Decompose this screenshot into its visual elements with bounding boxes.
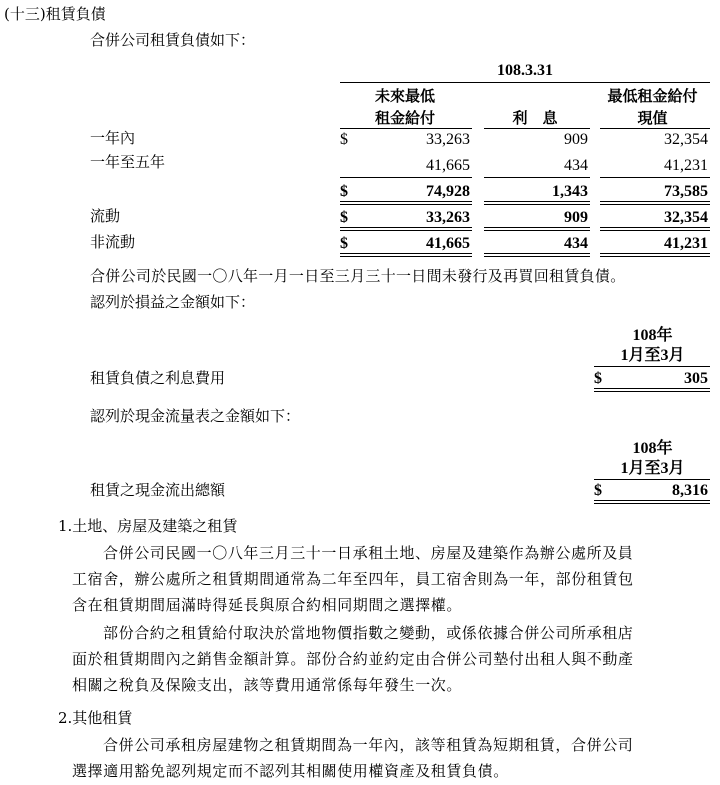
col3-header-line1: 最低租金給付 (607, 87, 698, 105)
cell-value: 73,585 (664, 183, 708, 200)
total-double-rule (600, 201, 710, 205)
cf-intro: 認列於現金流量表之金額如下： (90, 407, 301, 425)
row-label: 一年至五年 (90, 153, 166, 171)
pl-period-header: 1月至3月 (620, 347, 685, 364)
dollar-sign: $ (594, 370, 602, 387)
pl-header-rule (594, 366, 710, 367)
col3-header-rule (600, 128, 710, 129)
cf-double-rule (594, 500, 710, 504)
pl-year-header: 108年 (632, 327, 673, 344)
paragraph-line: 工宿舍，辦公處所之租賃期間通常為二年至四年，員工宿舍則為一年，部份租賃包 (72, 570, 634, 588)
cf-label: 租賃之現金流出總額 (90, 481, 226, 499)
noncurrent-double-rule (340, 253, 472, 257)
paragraph-line: 合併公司承租房屋建物之租賃期間為一年內，該等租賃為短期租賃，合併公司 (103, 736, 634, 754)
subsection-title: 2.其他租賃 (58, 709, 133, 727)
row-label: 非流動 (90, 233, 136, 251)
cf-value: 8,316 (672, 482, 708, 499)
cell-value: 32,354 (664, 131, 708, 148)
current-double-rule (600, 227, 710, 231)
pl-label: 租賃負債之利息費用 (90, 369, 226, 387)
note-no-issuance: 合併公司於民國一〇八年一月一日至三月三十一日間未發行及再買回租賃負債。 (90, 267, 626, 285)
cell-value: 41,231 (664, 235, 708, 252)
date-header: 108.3.31 (497, 62, 553, 79)
total-double-rule (484, 201, 590, 205)
cf-year-header: 108年 (632, 440, 673, 457)
section-title: (十三)租賃負債 (4, 5, 106, 23)
cell-value: 434 (564, 235, 588, 252)
total-double-rule (340, 201, 472, 205)
paragraph-line: 相關之稅負及保險支出，該等費用通常係每年發生一次。 (72, 676, 463, 694)
cell-value: 41,665 (426, 235, 470, 252)
row-label: 一年內 (90, 129, 136, 147)
col1-header-rule (340, 128, 472, 129)
paragraph-line: 選擇適用豁免認列規定而不認列其相關使用權資產及租賃負債。 (72, 762, 509, 780)
paragraph-line: 部份合約之租賃給付取決於當地物價指數之變動，或係依據合併公司所承租店 (103, 624, 634, 642)
col2-header-rule (484, 128, 590, 129)
subtotal-rule (340, 177, 472, 178)
col2-header: 利 息 (512, 109, 558, 127)
cell-value: 33,263 (426, 131, 470, 148)
cell-value: 1,343 (552, 183, 588, 200)
cf-period-header: 1月至3月 (620, 460, 685, 477)
cell-value: 909 (564, 131, 588, 148)
header-rule (340, 82, 710, 83)
cell-value: 33,263 (426, 209, 470, 226)
dollar-sign: $ (340, 209, 348, 226)
row-label: 流動 (90, 207, 121, 225)
paragraph-line: 面於租賃期間內之銷售金額計算。部份合約並約定由合併公司墊付出租人與不動產 (72, 650, 634, 668)
dollar-sign: $ (340, 131, 348, 148)
pl-value: 305 (684, 370, 708, 387)
table-intro: 合併公司租賃負債如下： (90, 31, 256, 49)
cell-value: 74,928 (426, 183, 470, 200)
dollar-sign: $ (594, 482, 602, 499)
subtotal-rule (484, 177, 590, 178)
cell-value: 32,354 (664, 209, 708, 226)
cell-value: 909 (564, 209, 588, 226)
subsection-title: 1.土地、房屋及建築之租賃 (58, 517, 238, 535)
pl-double-rule (594, 388, 710, 392)
cell-value: 41,231 (664, 157, 708, 174)
col1-header-line1: 未來最低 (374, 87, 435, 105)
paragraph-line: 含在租賃期間屆滿時得延長與原合約相同期間之選擇權。 (72, 596, 463, 614)
cf-header-rule (594, 479, 710, 480)
noncurrent-double-rule (600, 253, 710, 257)
pl-intro: 認列於損益之金額如下： (90, 293, 256, 311)
cell-value: 41,665 (426, 157, 470, 174)
col1-header-line2: 租金給付 (374, 109, 435, 127)
col3-header-line2: 現值 (637, 109, 668, 127)
noncurrent-double-rule (484, 253, 590, 257)
current-double-rule (340, 227, 472, 231)
subtotal-rule (600, 177, 710, 178)
current-double-rule (484, 227, 590, 231)
cell-value: 434 (564, 157, 588, 174)
paragraph-line: 合併公司民國一〇八年三月三十一日承租土地、房屋及建築作為辦公處所及員 (103, 544, 634, 562)
dollar-sign: $ (340, 183, 348, 200)
dollar-sign: $ (340, 235, 348, 252)
